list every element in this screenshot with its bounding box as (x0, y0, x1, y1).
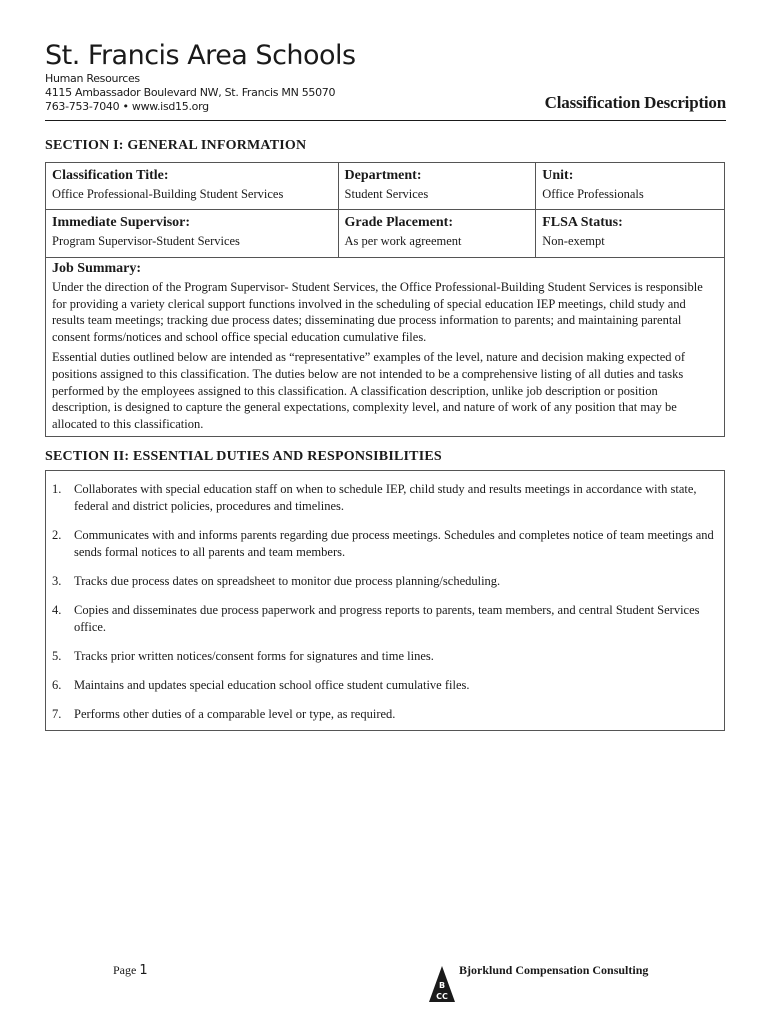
duty-item (52, 527, 718, 561)
page-number: 1 (139, 963, 148, 978)
job-summary-paragraph: Under the direction of the Program Supervisor- Student Services, the Office Professional-Building Student Services is responsible for providing a variety clerical support functions involved in the scheduling of special education IEP meetings, child study and results team meetings; tracking due process dates; disseminating due process information to parents; and maintaining parental consent forms/notices and school office special education cumulative files. (52, 280, 703, 344)
consulting-firm-name: Bjorklund Compensation Consulting (459, 963, 649, 977)
duty-number: 3. (52, 574, 62, 588)
section-2-heading: SECTION II: ESSENTIAL DUTIES AND RESPONSIBILITIES (45, 449, 442, 464)
duty-number: 6. (52, 678, 62, 692)
duty-text: Tracks prior written notices/consent forms for signatures and time lines. (74, 649, 434, 663)
duty-item (52, 481, 718, 515)
section-1-heading: SECTION I: GENERAL INFORMATION (45, 138, 307, 153)
job-summary-label: Job Summary: (52, 261, 142, 276)
immediate-supervisor-label: Immediate Supervisor: (52, 215, 191, 230)
unit-label: Unit: (542, 168, 574, 183)
grade-placement-cell (338, 210, 536, 258)
unit-cell (536, 163, 725, 210)
flsa-status-cell (536, 210, 725, 258)
info-row (46, 210, 725, 258)
duty-item (52, 602, 718, 636)
unit-value: Office Professionals (542, 187, 644, 201)
duty-text: Performs other duties of a comparable level or type, as required. (74, 707, 396, 721)
duty-number: 5. (52, 649, 62, 663)
flsa-status-value: Non-exempt (542, 234, 605, 248)
department-line: Human Resources (45, 72, 140, 85)
duty-text: Copies and disseminates due process paperwork and progress reports to parents, team members, and central Student Services office. (74, 603, 700, 634)
document-type-title: Classification Description (544, 93, 726, 112)
page-indicator (113, 963, 148, 978)
duty-number: 2. (52, 528, 62, 542)
duty-item (52, 677, 718, 694)
duty-number: 7. (52, 707, 62, 721)
address-line: 4115 Ambassador Boulevard NW, St. Francis MN 55070 (45, 86, 336, 99)
flsa-status-label: FLSA Status: (542, 215, 623, 230)
department-value: Student Services (344, 187, 429, 201)
immediate-supervisor-value: Program Supervisor-Student Services (52, 234, 240, 248)
duty-number: 1. (52, 482, 62, 496)
duty-item (52, 648, 718, 665)
duty-number: 4. (52, 603, 62, 617)
job-summary-box (45, 257, 725, 437)
general-information-table (45, 162, 725, 258)
bcc-logo-icon (428, 965, 456, 1003)
classification-title-value: Office Professional-Building Student Services (52, 187, 284, 201)
department-cell (338, 163, 536, 210)
grade-placement-label: Grade Placement: (344, 215, 453, 230)
info-row (46, 163, 725, 210)
duty-text: Collaborates with special education staff on when to schedule IEP, child study and results meetings in accordance with state, federal and district policies, procedures and timelines. (74, 482, 697, 513)
department-label: Department: (344, 168, 422, 183)
duty-item (52, 706, 718, 723)
contact-line: 763-753-7040 • www.isd15.org (45, 100, 209, 113)
grade-placement-value: As per work agreement (344, 234, 462, 248)
svg-text:B: B (438, 981, 446, 990)
duty-text: Communicates with and informs parents regarding due process meetings. Schedules and completes notice of team meetings and sends formal notices to all parents and team members. (74, 528, 714, 559)
classification-title-cell (46, 163, 339, 210)
page-label: Page (113, 963, 137, 977)
job-summary-paragraph: Essential duties outlined below are intended as “representative” examples of the level, nature and decision making expected of positions assigned to this classification. The duties below are not intended to be a comprehensive listing of all duties and tasks performed by the employees assigned to this classification. A classification description, unlike job description or position description, is designed to capture the general expectations, complexity level, and nature of work of any position that may be allocated to this classification. (52, 350, 686, 431)
duty-text: Tracks due process dates on spreadsheet to monitor due process planning/scheduling. (74, 574, 501, 588)
duties-list (52, 481, 718, 723)
duty-text: Maintains and updates special education school office student cumulative files. (74, 678, 470, 692)
duties-box (45, 470, 725, 731)
organization-name: St. Francis Area Schools (45, 40, 356, 71)
svg-text:CC: CC (436, 992, 448, 1001)
header-divider (45, 120, 726, 121)
immediate-supervisor-cell (46, 210, 339, 258)
duty-item (52, 573, 718, 590)
classification-title-label: Classification Title: (52, 168, 169, 183)
